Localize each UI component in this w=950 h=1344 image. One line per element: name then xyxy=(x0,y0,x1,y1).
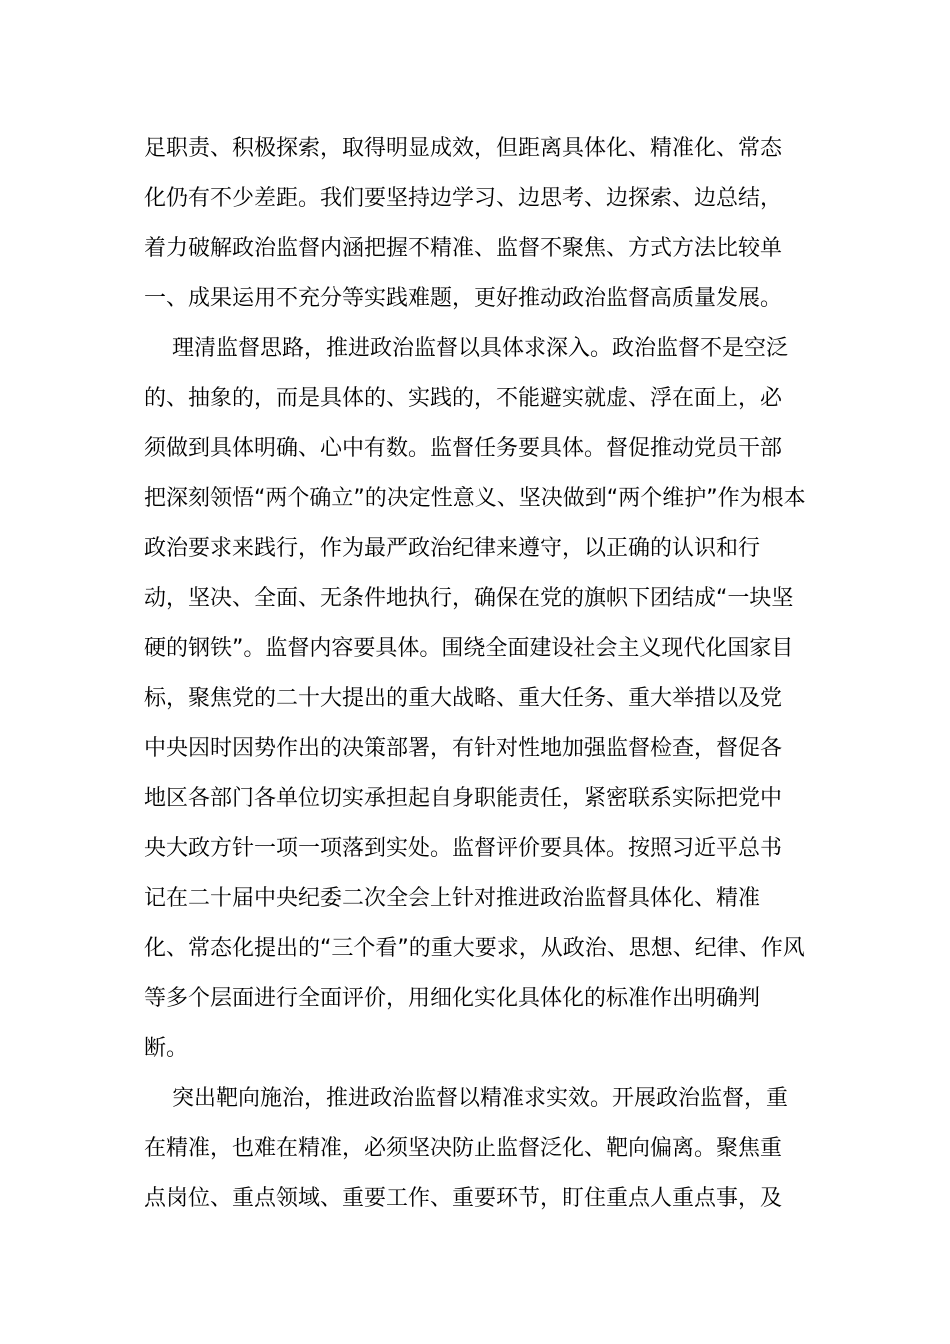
text-line: 硬的钢铁”。监督内容要具体。围绕全面建设社会主义现代化国家目 xyxy=(144,636,794,661)
text-line: 记在二十届中央纪委二次全会上针对推进政治监督具体化、精准 xyxy=(144,886,761,911)
text-line: 化仍有不少差距。我们要坚持边学习、边思考、边探索、边总结， xyxy=(144,186,783,211)
text-line: 点岗位、重点领域、重要工作、重要环节，盯住重点人重点事，及 xyxy=(144,1186,783,1211)
text-line: 的、抽象的，而是具体的、实践的，不能避实就虚、浮在面上，必 xyxy=(144,386,783,411)
text-line: 化、常态化提出的“三个看”的重大要求，从政治、思想、纪律、作风 xyxy=(144,936,805,961)
text-line: 中央因时因势作出的决策部署，有针对性地加强监督检查，督促各 xyxy=(144,736,783,761)
text-line: 央大政方针一项一项落到实处。监督评价要具体。按照习近平总书 xyxy=(144,836,783,861)
text-line: 断。 xyxy=(144,1036,189,1061)
text-line: 动，坚决、全面、无条件地执行，确保在党的旗帜下团结成“一块坚 xyxy=(144,586,794,611)
text-line: 足职责、积极探索，取得明显成效，但距离具体化、精准化、常态 xyxy=(144,136,783,161)
text-line: 标，聚焦党的二十大提出的重大战略、重大任务、重大举措以及党 xyxy=(144,686,783,711)
paragraph-start-line: 理清监督思路，推进政治监督以具体求深入。政治监督不是空泛 xyxy=(172,336,789,361)
text-line: 着力破解政治监督内涵把握不精准、监督不聚焦、方式方法比较单 xyxy=(144,236,783,261)
text-line: 一、成果运用不充分等实践难题，更好推动政治监督高质量发展。 xyxy=(144,286,783,311)
text-line: 在精准，也难在精准，必须坚决防止监督泛化、靶向偏离。聚焦重 xyxy=(144,1136,783,1161)
text-line: 把深刻领悟“两个确立”的决定性意义、坚决做到“两个维护”作为根本 xyxy=(144,486,806,511)
text-line: 政治要求来践行，作为最严政治纪律来遵守，以正确的认识和行 xyxy=(144,536,761,561)
text-line: 地区各部门各单位切实承担起自身职能责任，紧密联系实际把党中 xyxy=(144,786,783,811)
text-line: 等多个层面进行全面评价，用细化实化具体化的标准作出明确判 xyxy=(144,986,761,1011)
text-line: 须做到具体明确、心中有数。监督任务要具体。督促推动党员干部 xyxy=(144,436,783,461)
paragraph-start-line: 突出靶向施治，推进政治监督以精准求实效。开展政治监督，重 xyxy=(172,1086,789,1111)
body-text xyxy=(144,124,824,1224)
